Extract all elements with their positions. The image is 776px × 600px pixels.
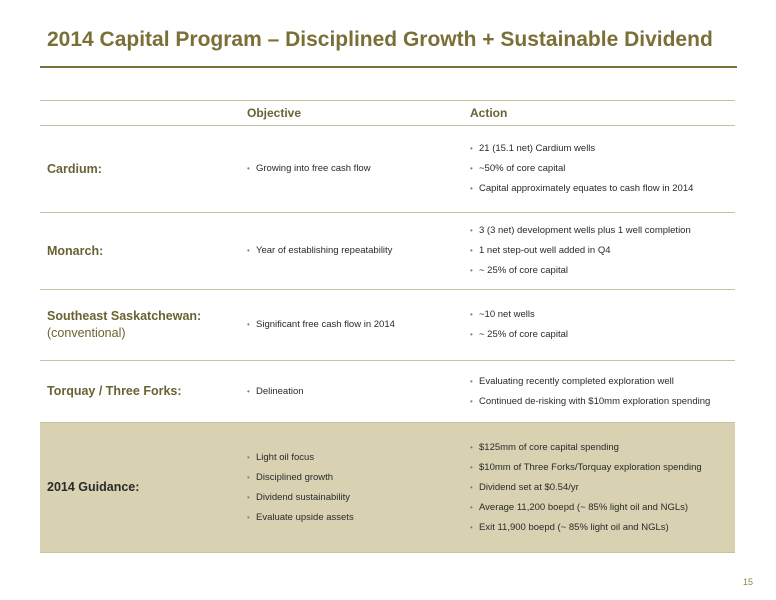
row-name-main: Southeast Saskatchewan: [47, 309, 202, 323]
action-item: • Exit 11,900 boepd (~ 85% light oil and NGLs) [470, 518, 702, 538]
objective-item: • Delineation [247, 382, 304, 402]
action-item: • $125mm of core capital spending [470, 438, 702, 458]
row-name [47, 308, 201, 342]
row-name: Monarch: [47, 243, 104, 258]
objective-list [247, 315, 395, 335]
objective-item: • Growing into free cash flow [247, 159, 371, 179]
objective-item: • Evaluate upside assets [247, 508, 354, 528]
objective-item: • Disciplined growth [247, 468, 354, 488]
objective-header: Objective [247, 106, 302, 120]
action-header: Action [470, 106, 508, 120]
objective-list [247, 448, 354, 528]
objective-list [247, 241, 392, 261]
action-item: • ~50% of core capital [470, 159, 693, 179]
action-item: • Dividend set at $0.54/yr [470, 478, 702, 498]
action-item: • ~10 net wells [470, 305, 568, 325]
objective-list [247, 159, 371, 179]
row-name: Torquay / Three Forks: [47, 384, 182, 398]
title-divider [40, 66, 737, 68]
action-list [470, 438, 702, 538]
action-item: • $10mm of Three Forks/Torquay exploration spending [470, 458, 702, 478]
action-item: • ~ 25% of core capital [470, 261, 691, 281]
table-row [40, 289, 735, 360]
action-list [470, 221, 691, 281]
objective-item: • Year of establishing repeatability [247, 241, 392, 261]
action-item: • ~ 25% of core capital [470, 325, 568, 345]
action-list [470, 372, 710, 412]
action-item: • Evaluating recently completed exploration well [470, 372, 710, 392]
row-name-sub: (conventional) [47, 326, 126, 340]
action-item: • 21 (15.1 net) Cardium wells [470, 139, 693, 159]
action-item: • 3 (3 net) development wells plus 1 well completion [470, 221, 691, 241]
action-list [470, 139, 693, 199]
action-list [470, 305, 568, 345]
table-header-row [40, 100, 735, 125]
objective-list [247, 382, 304, 402]
table-row [40, 360, 735, 422]
action-item: • 1 net step-out well added in Q4 [470, 241, 691, 261]
objective-item: • Light oil focus [247, 448, 354, 468]
page-title: 2014 Capital Program – Disciplined Growth + Sustainable Dividend [47, 28, 713, 51]
objective-item: • Significant free cash flow in 2014 [247, 315, 395, 335]
action-item: • Continued de-risking with $10mm exploration spending [470, 392, 710, 412]
table-row [40, 212, 735, 289]
page-number: 15 [743, 577, 754, 587]
table-row-guidance [40, 422, 735, 553]
table-row [40, 125, 735, 212]
row-name: Cardium: [47, 161, 102, 176]
objective-item: • Dividend sustainability [247, 488, 354, 508]
action-item: • Average 11,200 boepd (~ 85% light oil and NGLs) [470, 498, 702, 518]
capital-program-table [40, 100, 735, 553]
action-item: • Capital approximately equates to cash flow in 2014 [470, 179, 693, 199]
row-name: 2014 Guidance: [47, 480, 140, 494]
